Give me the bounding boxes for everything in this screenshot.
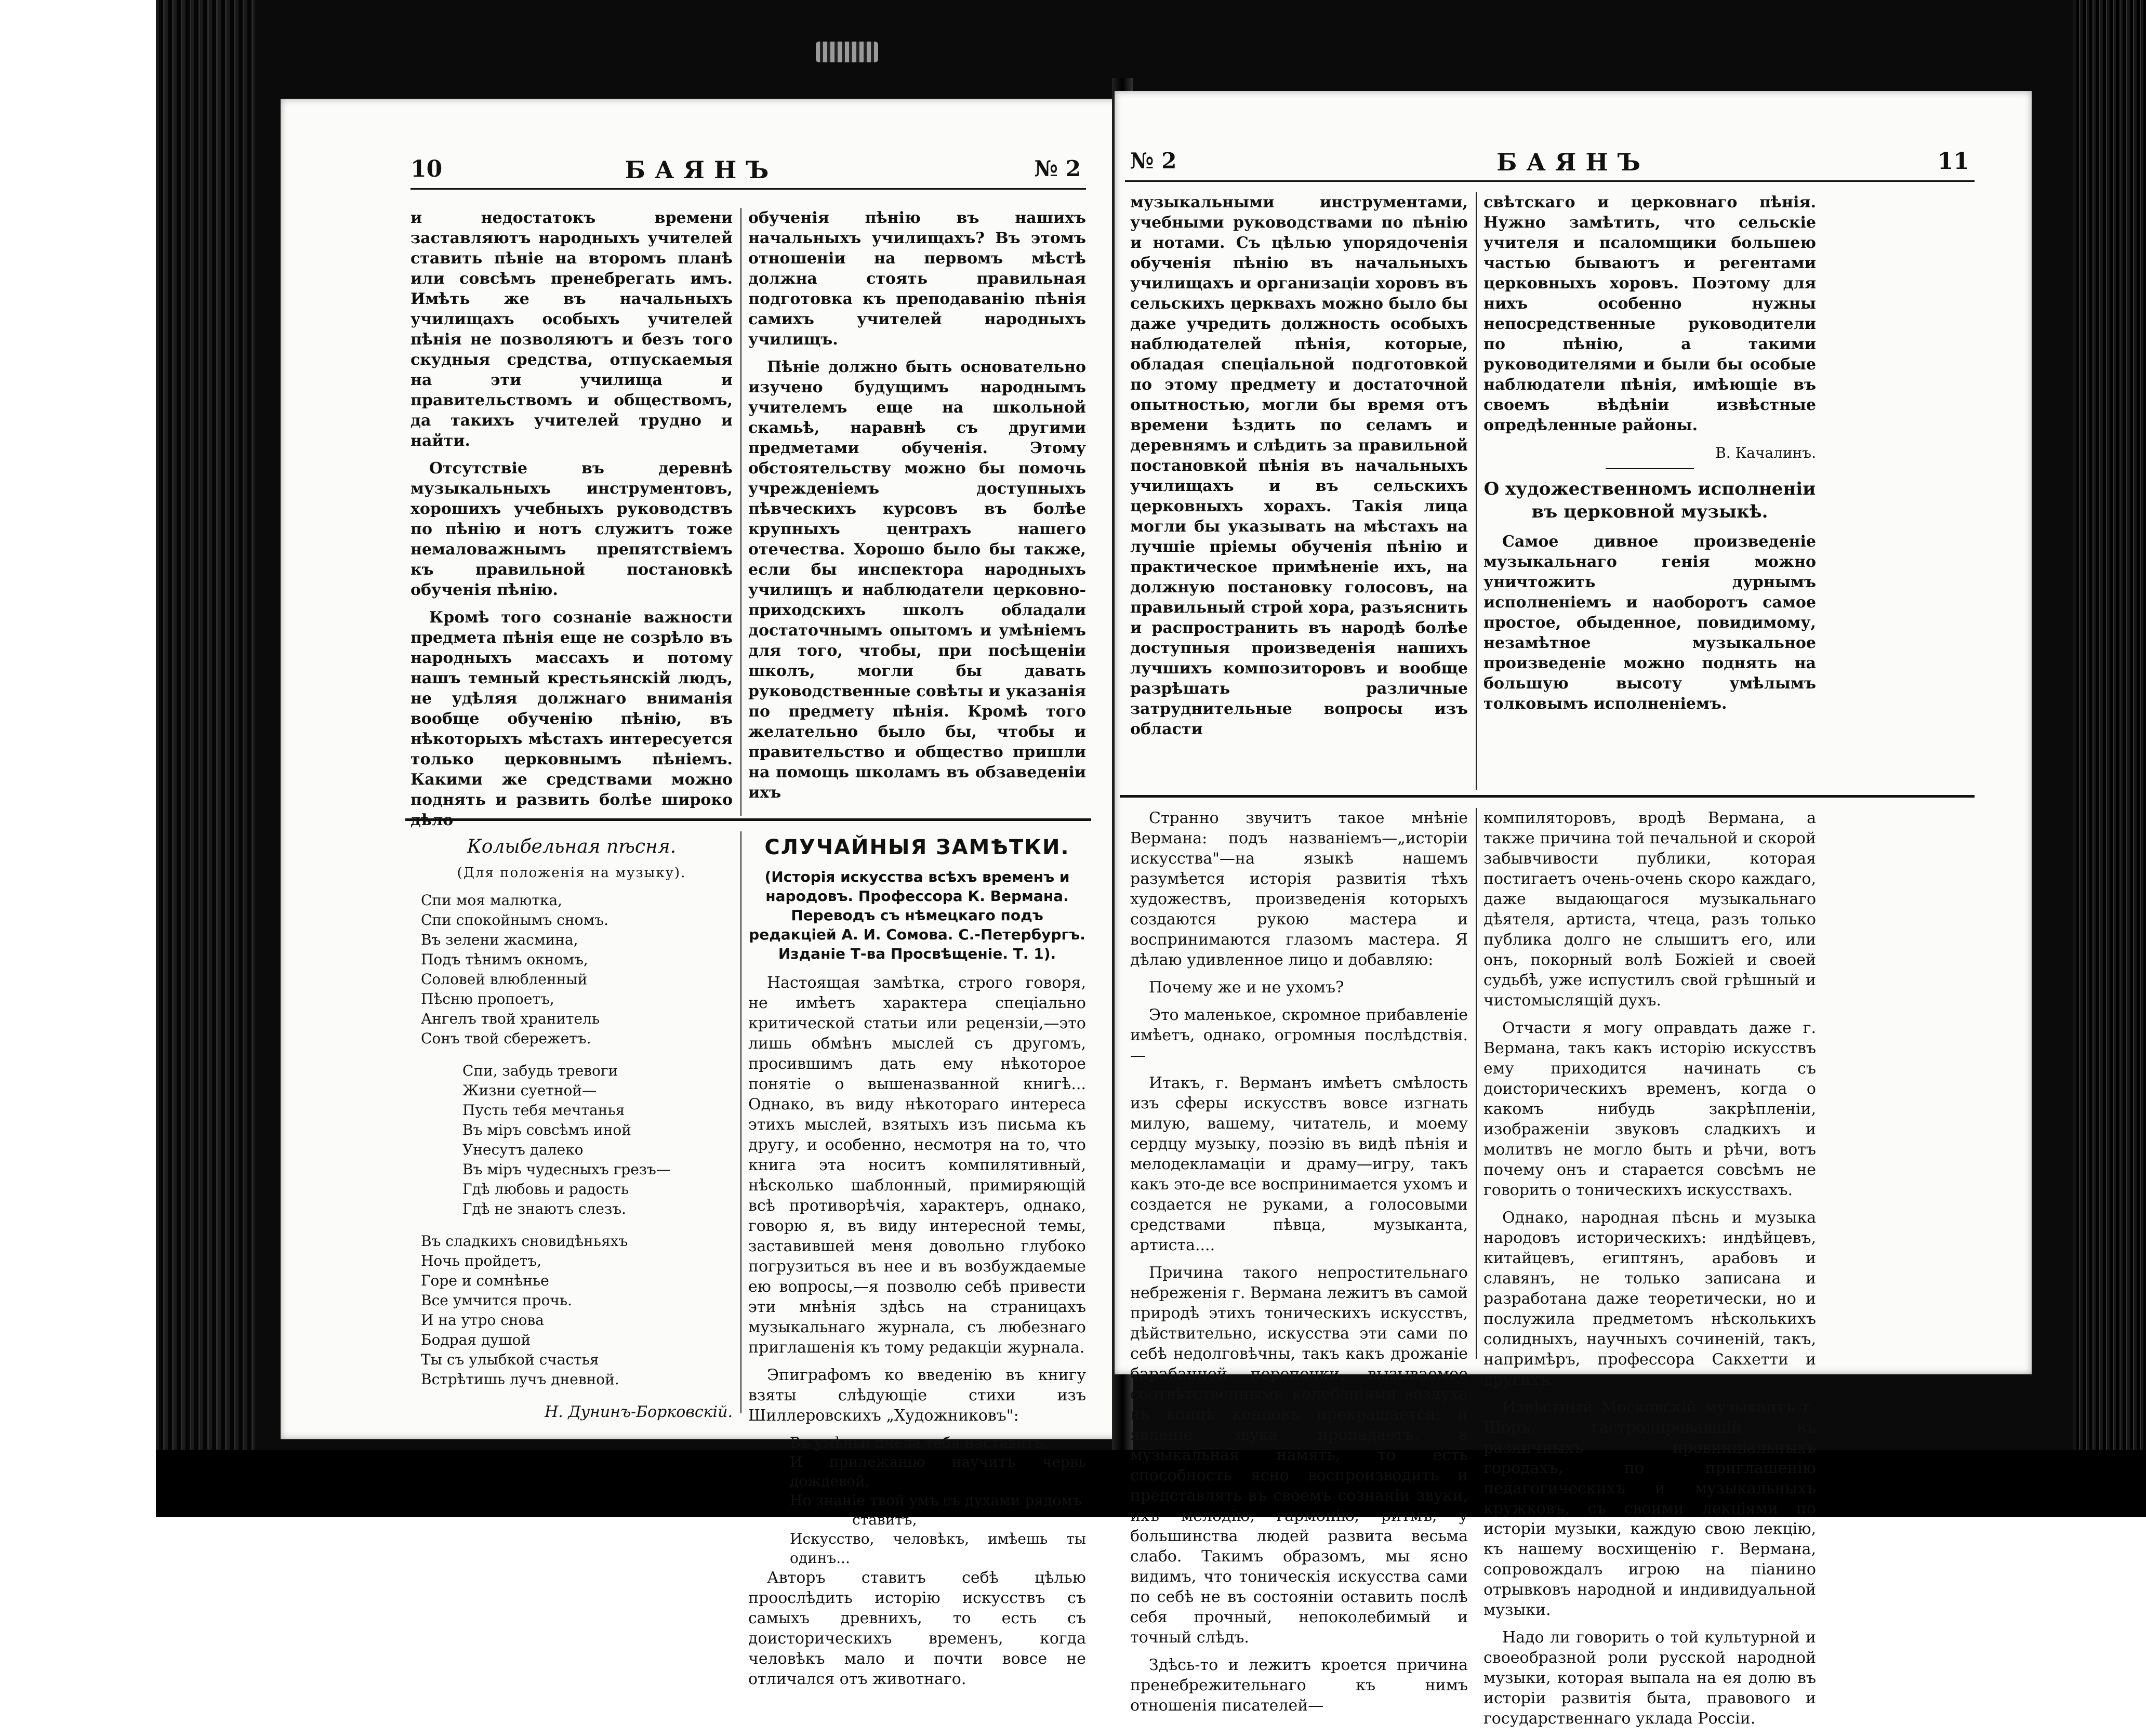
random-notes-article	[748, 831, 1086, 1697]
poem-line: Сонъ твой сбережетъ.	[421, 1030, 591, 1047]
paragraph: Здѣсь-то и лежитъ кроется причина пренебрежительнаго къ нимъ отношенія писателей—	[1130, 1656, 1468, 1715]
column-rule	[1476, 808, 1477, 1359]
paragraph: Отсутствіе въ деревнѣ музыкальныхъ инструментовъ, хорошихъ учебныхъ руководствъ по пѣнію и нотъ служитъ тоже немаловажнымъ препятствіемъ къ правильной постановкѣ обученія пѣнію.	[410, 459, 733, 599]
right-page-header	[1115, 148, 2032, 179]
poem-author: Н. Дунинъ-Борковскій.	[545, 1403, 733, 1421]
left-page	[281, 99, 1122, 1688]
header-rule	[410, 188, 1086, 190]
poem-line: Въ зелени жасмина,	[421, 931, 578, 948]
poem-line: Въ міръ совсѣмъ иной	[462, 1121, 631, 1138]
poem-line: Жизни суетной—	[462, 1082, 597, 1099]
left-page-header	[281, 156, 1122, 187]
book-edge-right	[2073, 0, 2145, 1517]
poem-line: Встрѣтишь лучъ дневной.	[421, 1371, 619, 1388]
article-subtitle: (Исторія искусства всѣхъ временъ и народовъ. Профессора К. Вермана. Переводъ съ нѣмецкаго подъ редакціей А. И. Сомова. С.-Петербургъ. Изданіе Т-ва Просвѣщеніе. Т. 1).	[749, 868, 1085, 962]
paragraph: музыкальными инструментами, учебными руководствами по пѣнію и нотами. Съ цѣлью упорядоченія обученія пѣнію въ начальныхъ училищахъ и организаціи хоровъ въ сельскихъ церквахъ можно было бы даже учредить должность особыхъ наблюдателей пѣнія, которые, обладая спеціальной подготовкой по этому предмету и достаточной опытностью, могли бы время отъ времени ѣздить по селамъ и деревнямъ и слѣдить за правильной постановкой пѣнія въ начальныхъ училищахъ и въ сельскихъ церковныхъ хорахъ. Такія лица могли бы указывать на мѣстахъ на лучшіе пріемы обученія пѣнію и практическое примѣненіе ихъ, на должную постановку голосовъ, на правильный строй хора, разъяснить и распространить въ народѣ болѣе доступныя произведенія нашихъ лучшихъ композиторовъ и вообще разрѣшать различные затруднительные вопросы изъ области	[1130, 193, 1468, 738]
lullaby-poem	[410, 831, 733, 1422]
verse-line: ставитъ,	[852, 1511, 917, 1528]
poem-stanza	[410, 891, 733, 1049]
paragraph: Итакъ, г. Верманъ имѣетъ смѣлость изъ сферы искусствъ вовсе изгнать милую, вашему, читатель, и моему сердцу музыку, поэзію въ видѣ пѣнія и мелодекламаціи и драму—игру, такъ какъ это-де все воспринимается ухомъ и создается не руками, а голосовыми средствами пѣвца, музыканта, артиста....	[1130, 1074, 1468, 1254]
paragraph: Странно звучитъ такое мнѣніе Вермана: подъ названіемъ—„исторіи искусства"—на языкѣ нашемъ разумѣется исторія развитія тѣхъ художествъ, произведенія которыхъ создаются рукою мастера и воспринимаются глазомъ мастера. Я дѣлаю удивленное лицо и добавляю:	[1130, 809, 1468, 969]
verse-line: И прилежанію научитъ червь дождевой,	[790, 1453, 1086, 1490]
paragraph: Надо ли говорить о той культурной и своеобразной роли русской народной музыки, которая выпала на ея долю въ исторіи развитія быта, правового и государственнаго уклада Россіи.	[1483, 1628, 1816, 1728]
paragraph: Почему же и не ухомъ?	[1149, 978, 1344, 997]
issue-number: № 2	[1034, 156, 1081, 181]
section-divider	[1120, 795, 1975, 798]
paragraph: Кромѣ того сознаніе важности предмета пѣнія еще не созрѣло въ народныхъ массахъ и потому нашъ темный крестьянскій людъ, не удѣляя должнаго вниманія вообще обученію пѣнію, въ нѣкоторыхъ мѣстахъ интересуется только церковнымъ пѣніемъ. Какими же средствами можно поднять и развить болѣе широко дѣло	[410, 608, 733, 829]
paragraph: Причина такого непростительнаго небреженія г. Вермана лежитъ въ самой природѣ этихъ тоническихъ искусствъ, дѣйствительно, искусства эти сами по себѣ недолговѣчны, такъ какъ дрожаніе барабанной перепонки, вызываемое соотвѣтственными колебаніями воздуха въ концѣ концовъ прекращается, и явленіе звука пропадаетъ, а музыкальная намять, то есть способность ясно воспроизводить и представлять въ своемъ сознаніи звуки, ихъ мелодію, гармонію, ритмъ, у большинства людей развита весьма слабо. Такимъ образомъ, мы ясно видимъ, что тоническія искусства сами по себѣ не въ состояніи оставить послѣ себя прочный, непоколебимый и точный слѣдъ.	[1130, 1264, 1468, 1647]
section-divider	[405, 818, 1091, 821]
verse-line: Искусство, человѣкъ, имѣешь ты одинъ...	[790, 1530, 1086, 1567]
verse-line: Въ умѣньи пчела тебя наставитъ,	[790, 1434, 1048, 1451]
page-number: 11	[1937, 148, 1969, 175]
poem-line: Спи, забудь тревоги	[462, 1062, 618, 1079]
poem-line: Ты съ улыбкой счастья	[421, 1351, 599, 1368]
poem-line: Спи спокойнымъ сномъ.	[421, 911, 609, 929]
right-bottom-column-2	[1483, 808, 1816, 1736]
poem-line: Ночь пройдетъ,	[421, 1252, 542, 1269]
article-author: В. Качалинъ.	[1715, 444, 1816, 461]
paragraph: Эпиграфомъ ко введенію въ книгу взяты слѣдующіе стихи изъ Шиллеровскихъ „Художниковъ":	[748, 1366, 1086, 1425]
library-stamp	[816, 42, 878, 62]
poem-stanza	[410, 1061, 733, 1219]
left-top-column-2	[748, 208, 1086, 810]
right-page	[1115, 91, 2032, 1728]
masthead: БАЯНЪ	[1496, 148, 1650, 176]
poem-line: Гдѣ любовь и радость	[462, 1181, 629, 1198]
paragraph: Авторъ ставитъ себѣ цѣлью проослѣдить исторію искусствъ съ самыхъ древнихъ, то есть съ доисторическихъ временъ, когда человѣкъ мало и почти вовсе не отличался отъ животнаго.	[748, 1569, 1086, 1688]
paragraph: свѣтскаго и церковнаго пѣнія. Нужно замѣтить, что сельскіе учителя и псаломщики большею частью бываютъ и регентами церковныхъ хоровъ. Поэтому для нихъ особенно нужны непосредственные руководители по пѣнію, а такими руководителями и были бы особые наблюдатели пѣнія, имѣющіе въ своемъ вѣдѣніи извѣстные опредѣленные районы.	[1483, 193, 1816, 434]
short-divider	[1606, 468, 1694, 469]
poem-line: Спи моя малютка,	[421, 892, 563, 909]
paragraph: Самое дивное произведеніе музыкальнаго генія можно уничтожить дурнымъ исполненіемъ и наоборотъ самое простое, обыденное, повидимому, незамѣтное музыкальное произведеніе можно поднять на большую высоту умѣлымъ толковымъ исполненіемъ.	[1483, 533, 1816, 713]
poem-line: Ангелъ твой хранитель	[421, 1010, 600, 1027]
poem-line: Въ сладкихъ сновидѣньяхъ	[421, 1233, 628, 1250]
header-rule	[1125, 180, 1975, 182]
poem-line: И на утро снова	[421, 1311, 544, 1329]
page-number: 10	[410, 156, 443, 182]
poem-subtitle: (Для положенія на музыку).	[457, 865, 686, 881]
right-bottom-column-1	[1130, 808, 1468, 1723]
paragraph: Настоящая замѣтка, строго говоря, не имѣетъ характера спеціально критической статьи или рецензіи,—это лишь обмѣнъ мыслей съ другомъ, просившимъ дать ему нѣкоторое понятіе о вышеназванной книгѣ... Однако, въ виду нѣкотораго интереса этихъ мыслей, взятыхъ изъ письма къ другу, и особенно, несмотря на то, что книга эта носитъ компилятивный, нѣсколько шаблонный, примиряющій всѣ противорѣчія, характеръ, однако, говорю я, въ виду интересной темы, заставившей меня довольно глубоко погрузиться въ нее и въ возбуждаемые ею вопросы,—я позволю себѣ привести эти мнѣнія здѣсь на страницахъ музыкальнаго журнала, съ любезнаго приглашенія къ тому редакціи журнала.	[748, 974, 1086, 1357]
poem-line: Все умчится прочь.	[421, 1292, 572, 1309]
paragraph: Извѣстный Московскій музыкантъ г. Шоръ, гастролировавшій въ различныхъ провинціальныхъ городахъ, по приглашенію педагогическихъ и музыкальныхъ кружковъ, съ своими лекціями по исторіи музыки, каждую свою лекцію, къ нашему восхищенію г. Вермана, сопровождалъ игрою на піанино отрывковъ народной и индивидуальной музыки.	[1483, 1398, 1816, 1619]
poem-title: Колыбельная пѣсня.	[467, 836, 677, 857]
poem-line: Горе и сомнѣнье	[421, 1272, 549, 1289]
right-top-column-2	[1483, 192, 1816, 721]
article-title: СЛУЧАЙНЫЯ ЗАМѢТКИ.	[764, 836, 1070, 859]
column-rule	[1476, 192, 1477, 790]
poem-line: Подъ тѣнимъ окномъ,	[421, 951, 588, 968]
book-edge-left	[156, 0, 255, 1517]
masthead: БАЯНЪ	[625, 156, 778, 184]
poem-line: Пѣсню пропоетъ,	[421, 990, 554, 1008]
paragraph: компиляторовъ, вродѣ Вермана, а также причина той печальной и скорой забывчивости публики, которая постигаетъ очень-очень скоро каждаго, даже выдающагося музыкальнаго дѣятеля, артиста, чтеца, разъ только публика долго не слышитъ его, или онъ, покорный волѣ Божіей и своей судьбѣ, уже испустилъ свой грѣшный и чистомыслящій духъ.	[1483, 809, 1816, 1010]
left-top-column-1	[410, 208, 733, 838]
paragraph: Пѣніе должно быть основательно изучено будущимъ народнымъ учителемъ еще на школьной скамьѣ, наравнѣ съ другими предметами обученія. Этому обстоятельству можно бы помочь учрежденіемъ доступныхъ пѣвческихъ курсовъ въ болѣе крупныхъ центрахъ нашего отечества. Хорошо было бы также, если бы инспектора народныхъ училищъ и наблюдатели церковно-приходскихъ школъ обладали достаточнымъ опытомъ и умѣніемъ для того, чтобы, при посѣщеніи школъ, могли бы давать руководственные совѣты и указанія по предмету пѣнія. Кромѣ того желательно было бы, чтобы и правительство и общество пришли на помощь школамъ въ обзаведеніи ихъ	[748, 358, 1086, 802]
poem-line: Бодрая душой	[421, 1331, 531, 1348]
poem-line: Соловей влюбленный	[421, 971, 588, 988]
paragraph: и недостатокъ времени заставляютъ народныхъ учителей ставить пѣніе на второмъ планѣ или совсѣмъ пренебрегать имъ. Имѣть же въ начальныхъ училищахъ особыхъ учителей пѣнія не позволяютъ и безъ того скудныя средства, отпускаемыя на эти училища и правительствомъ и обществомъ, да такихъ учителей трудно и найти.	[410, 209, 733, 450]
poem-line: Въ міръ чудесныхъ грезъ—	[462, 1161, 671, 1178]
poem-line: Унесутъ далеко	[462, 1141, 584, 1158]
column-rule	[740, 208, 741, 816]
section-title: О художественномъ исполненіи въ церковной музыкѣ.	[1483, 479, 1816, 522]
column-rule	[740, 831, 741, 1413]
verse-line: Но знаніе твой умъ съ духами рядомъ	[790, 1492, 1082, 1509]
paragraph: Это маленькое, скромное прибавленіе имѣетъ, однако, огромныя послѣдствія.—	[1130, 1006, 1468, 1065]
poem-stanza	[410, 1231, 733, 1389]
poem-line: Гдѣ не знаютъ слезъ.	[462, 1200, 626, 1217]
right-top-column-1	[1130, 192, 1468, 747]
poem-line: Пусть тебя мечтанья	[462, 1102, 625, 1119]
paragraph: Отчасти я могу оправдать даже г. Вермана, такъ какъ исторію искусствъ ему приходится начинать съ доисторическихъ временъ, когда о какомъ нибудь закрѣпленіи, изображеніи звуковъ сладкихъ и молитвъ не могло быть и рѣчи, вотъ почему онъ и старается совсѣмъ не говорить о тоническихъ искусствахъ.	[1483, 1019, 1816, 1199]
issue-number: № 2	[1130, 148, 1177, 174]
paragraph: обученія пѣнію въ нашихъ начальныхъ училищахъ? Въ этомъ отношеніи на первомъ мѣстѣ должна стоять правильная подготовка къ преподаванію пѣнія самихъ учителей народныхъ училищъ.	[748, 209, 1086, 349]
epigraph-verse	[748, 1433, 1086, 1568]
paragraph: Однако, народная пѣснь и музыка народовъ историческихъ: индѣйцевъ, китайцевъ, египтянъ, арабовъ и славянъ, не только записана и разработана даже теоретически, но и послужила предметомъ нѣсколькихъ солидныхъ, научныхъ сочиненій, такъ, напримѣръ, профессора Сакхетти и другихъ.	[1483, 1209, 1816, 1389]
